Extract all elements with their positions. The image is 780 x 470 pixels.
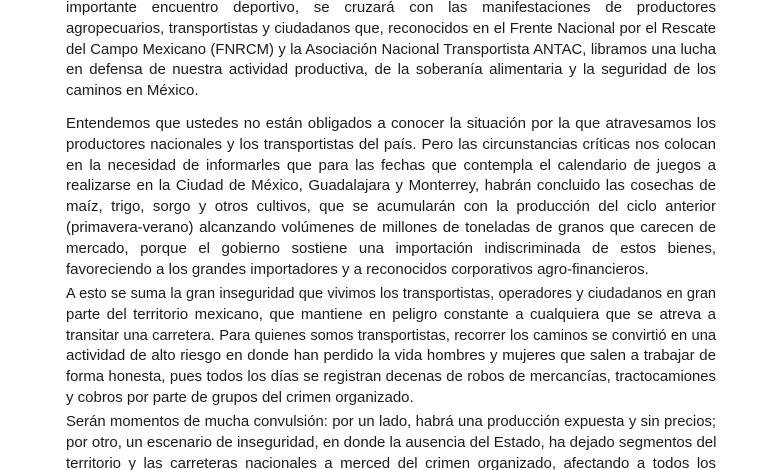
text-line: en defensa de nuestra actividad productiva, de la soberanía alimentaria y la seguridad de los: [66, 61, 716, 79]
text-line: transitar una carretera. Para quienes somos transportistas, recorrer los caminos se convirtió en una: [66, 327, 716, 344]
text-line: y cobros por parte de grupos del crimen organizado.: [66, 388, 414, 406]
text-line: caminos en México.: [66, 82, 199, 100]
text-line: por otro, un escenario de inseguridad, en donde la ausencia del Estado, ha dejado segmentos del: [66, 433, 717, 451]
paragraph-1: [66, 0, 716, 102]
text-line: importante encuentro deportivo, se cruzará con las manifestaciones de productores: [66, 0, 716, 16]
paragraph-3: [66, 284, 716, 409]
text-line: parte del territorio mexicano, que mantiene en peligro constante a cualquiera que se atreva a: [66, 305, 716, 323]
text-line: favoreciendo a los grandes importadores y a reconocidos corporativos agro-financieros.: [66, 260, 649, 278]
text-line: del Campo Mexicano (FNRCM) y la Asociación Nacional Transportista ANTAC, libramos una lucha: [66, 41, 716, 58]
text-line: mercado, porque el gobierno sostiene una importación indiscriminada de estos bienes,: [66, 239, 716, 257]
text-line: A esto se suma la gran inseguridad que vivimos los transportistas, operadores y ciudadanos en gran: [66, 286, 716, 302]
paragraph-2: [66, 114, 716, 280]
text-line: maíz, trigo, sorgo y otros cultivos, que se acumularán con la producción del ciclo anterior: [66, 198, 716, 216]
text-line: actividad de alto riesgo en donde han perdido la vida hombres y mujeres que salen a trabajar de: [66, 347, 716, 365]
paragraph-4: [66, 412, 716, 470]
text-line: agropecuarios, transportistas y ciudadanos que, reconocidos en el Frente Nacional por el Rescate: [66, 20, 716, 37]
text-line: realizarse en la Ciudad de México, Guadalajara y Monterrey, habrán concluido las cosechas de: [66, 177, 716, 195]
text-line: en la necesidad de informarles que para las fechas que contempla el calendario de juegos a: [66, 156, 716, 174]
text-line: forma honesta, pues todos los días se registran decenas de robos de mercancías, tractocamiones: [66, 369, 716, 386]
text-line: Serán momentos de mucha convulsión: por un lado, habrá una producción expuesta y sin precios;: [66, 414, 716, 430]
text-line: Entendemos que ustedes no están obligados a conocer la situación por la que atravesamos los: [66, 115, 716, 132]
text-line: productores nacionales y los transportistas del país. Pero las circunstancias críticas nos colocan: [66, 135, 716, 153]
text-line: (primavera-verano) alcanzando volúmenes de millones de toneladas de granos que carecen de: [66, 218, 716, 236]
text-line: territorio y las carreteras nacionales a merced del crimen organizado, afectando a todos los: [66, 454, 716, 470]
